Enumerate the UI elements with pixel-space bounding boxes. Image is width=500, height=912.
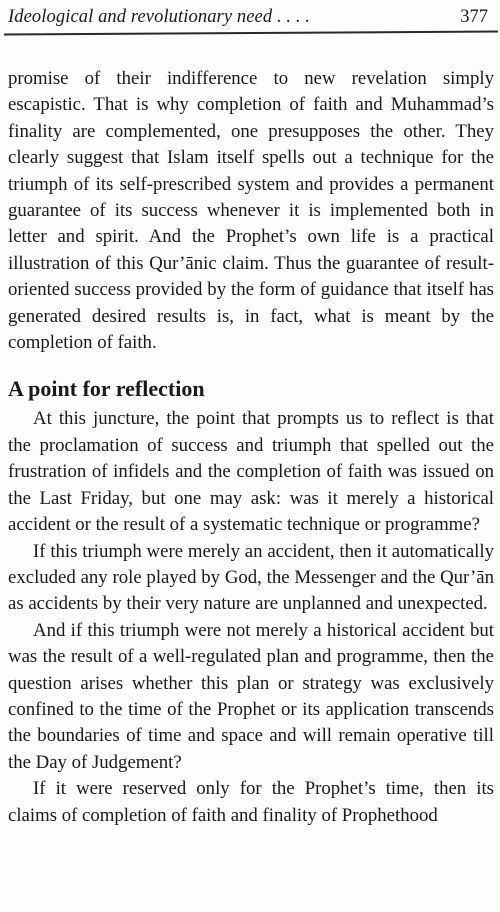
paragraph: If this triumph were merely an accident, then it automatically excluded any role played by God, the Messenger and the Qur’ān as accidents by their very nature are unplanned and unexpected. [8, 540, 494, 615]
paragraph-continued: promise of their indifference to new revelation simply escapistic. That is why completion of faith and Muhammad’s finality are complemented, one presupposes the other. They clearly suggest that Islam itself spells out a technique for the triumph of its self-prescribed system and provides a permanent guarantee of its success whenever it is implemented both in letter and spirit. And the Prophet’s own life is a practical illustration of this Qur’ānic claim. Thus the guarantee of result-oriented success provided by the form of guidance that itself has generated desired results is, in fact, what is meant by the completion of faith. [8, 68, 494, 354]
page-number: 377 [460, 7, 488, 27]
paragraph: At this juncture, the point that prompts us to reflect is that the proclamation of success and triumph that spelled out the frustration of infidels and the completion of faith was issued on the Last Friday, but one may ask: was it merely a historical accident or the result of a systematic technique or programme? [8, 408, 494, 536]
running-title: Ideological and revolutionary need . . . . [8, 7, 311, 27]
section-heading: A point for reflection [8, 376, 205, 402]
running-header [8, 2, 490, 28]
paragraph: And if this triumph were not merely a historical accident but was the result of a well-regulated plan and programme, then the question arises whether this plan or strategy was exclusively confined to the time of the Prophet or its application transcends the boundaries of time and space and will remain operative till the Day of Judgement? [8, 619, 494, 773]
page-body [8, 66, 494, 829]
header-rule [4, 30, 498, 35]
paragraph: If it were reserved only for the Prophet’s time, then its claims of completion of faith and finality of Prophethood [8, 778, 494, 826]
